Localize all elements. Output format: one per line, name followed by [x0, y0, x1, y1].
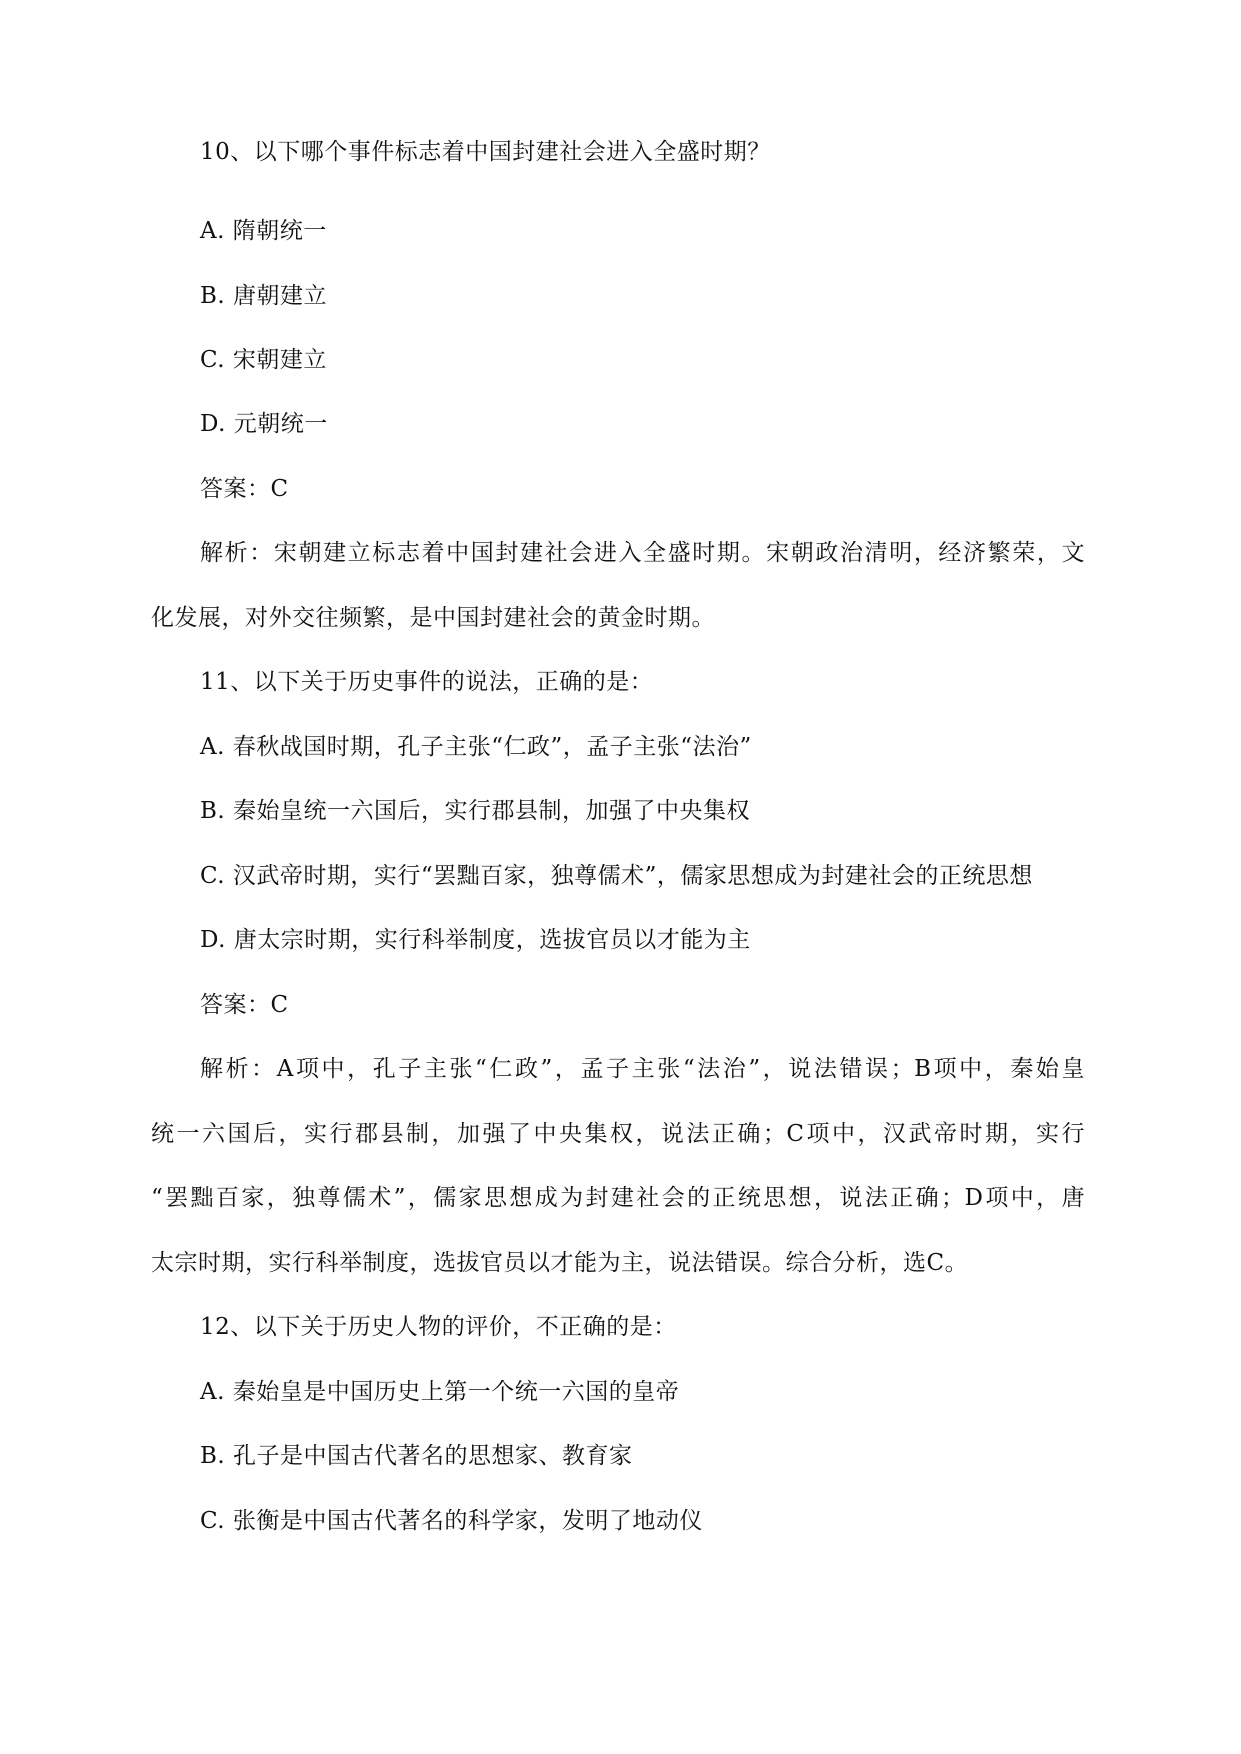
analysis-line: 解析：宋朝建立标志着中国封建社会进入全盛时期。宋朝政治清明，经济繁荣，文: [200, 540, 1085, 566]
option-a: A. 春秋战国时期，孔子主张“仁政”，孟子主张“法治”: [200, 734, 752, 760]
option-b: B. 唐朝建立: [200, 283, 328, 309]
answer-line: 答案：C: [200, 992, 289, 1018]
option-c: C. 宋朝建立: [200, 347, 327, 373]
analysis-line: 解析：A项中，孔子主张“仁政”，孟子主张“法治”，说法错误；B项中，秦始皇: [200, 1056, 1085, 1082]
option-b: B. 孔子是中国古代著名的思想家、教育家: [200, 1443, 633, 1469]
option-a: A. 秦始皇是中国历史上第一个统一六国的皇帝: [200, 1379, 680, 1405]
analysis-line: 太宗时期，实行科举制度，选拔官员以才能为主，说法错误。综合分析，选C。: [151, 1250, 969, 1276]
question-stem: 11、以下关于历史事件的说法，正确的是：: [200, 669, 654, 695]
option-b: B. 秦始皇统一六国后，实行郡县制，加强了中央集权: [200, 798, 751, 824]
option-c: C. 汉武帝时期，实行“罢黜百家，独尊儒术”，儒家思想成为封建社会的正统思想: [200, 863, 1033, 889]
answer-line: 答案：C: [200, 476, 289, 502]
question-stem: 12、以下关于历史人物的评价，不正确的是：: [200, 1314, 677, 1340]
question-stem: 10、以下哪个事件标志着中国封建社会进入全盛时期？: [200, 139, 771, 165]
analysis-line: “罢黜百家，独尊儒术”，儒家思想成为封建社会的正统思想，说法正确；D项中，唐: [151, 1185, 1085, 1211]
analysis-line: 化发展，对外交往频繁，是中国封建社会的黄金时期。: [151, 605, 715, 631]
option-c: C. 张衡是中国古代著名的科学家，发明了地动仪: [200, 1508, 703, 1534]
option-d: D. 元朝统一: [200, 411, 328, 437]
option-a: A. 隋朝统一: [200, 218, 327, 244]
option-d: D. 唐太宗时期，实行科举制度，选拔官员以才能为主: [200, 927, 751, 953]
analysis-line: 统一六国后，实行郡县制，加强了中央集权，说法正确；C项中，汉武帝时期，实行: [151, 1121, 1085, 1147]
